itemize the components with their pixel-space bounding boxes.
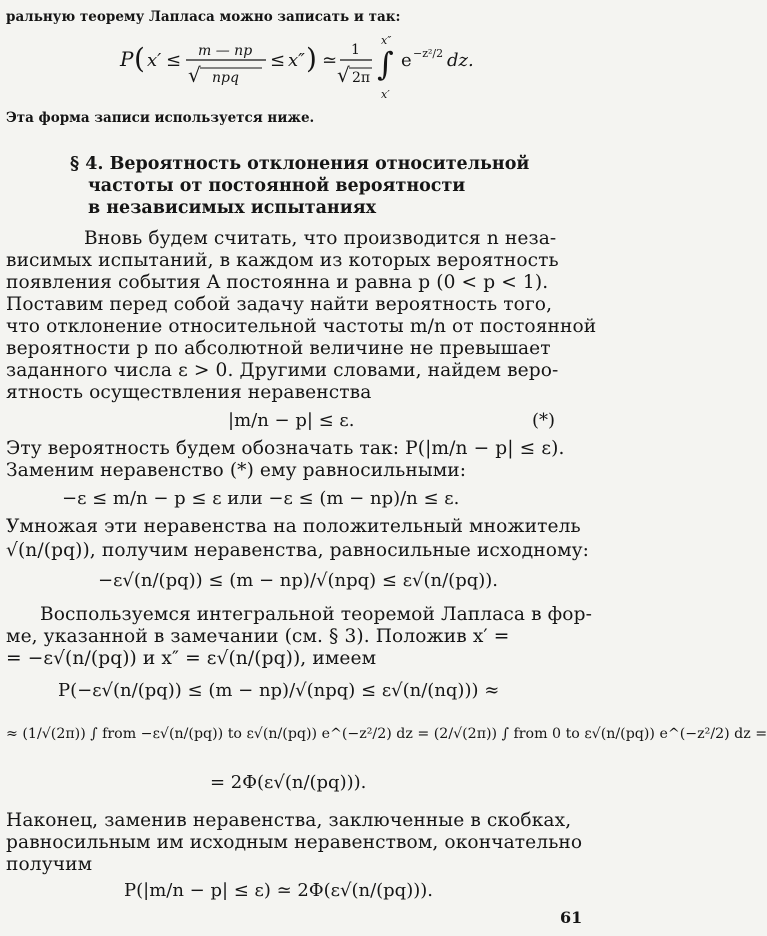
section-title-3: в независимых испытаниях — [88, 198, 377, 218]
svg-text:x′: x′ — [147, 50, 162, 71]
svg-text:m — np: m — np — [198, 43, 253, 59]
equation-star: |m/n − p| ≤ ε. — [228, 410, 355, 431]
svg-text:≤: ≤ — [270, 50, 286, 71]
svg-text:): ) — [306, 42, 317, 75]
para1-line2: висимых испытаний, в каждом из которых вероятность — [6, 250, 559, 271]
svg-text:≤: ≤ — [166, 50, 182, 71]
para2-line1: Эту вероятность будем обозначать так: P(|m/n − p| ≤ ε). — [6, 438, 565, 459]
svg-text:x″: x″ — [381, 34, 392, 47]
para1-line1: Вновь будем считать, что производится n неза- — [84, 228, 557, 249]
equation-four-line1: P(−ε√(n/(pq)) ≤ (m − np)/√(npq) ≤ ε√(n/(nq))) ≈ — [58, 680, 500, 701]
svg-text:√: √ — [337, 63, 350, 87]
svg-text:(: ( — [134, 42, 145, 75]
section-title-1: § 4. Вероятность отклонения относительной — [70, 154, 530, 174]
para3-line1: Умножая эти неравенства на положительный множитель — [6, 516, 581, 537]
svg-text:2π: 2π — [352, 70, 371, 86]
para1-line5: что отклонение относительной частоты m/n от постоянной — [6, 316, 597, 337]
para1-line7: заданного числа ε > 0. Другими словами, найдем веро- — [6, 360, 559, 381]
svg-text:≃: ≃ — [322, 50, 338, 71]
equation-four-line3: = 2Φ(ε√(n/(pq))). — [210, 772, 367, 793]
section-title-2: частоты от постоянной вероятности — [88, 176, 466, 196]
svg-text:1: 1 — [351, 42, 360, 58]
svg-text:dz.: dz. — [447, 50, 474, 71]
para5-line3: получим — [6, 854, 93, 875]
equation-two: −ε ≤ m/n − p ≤ ε или −ε ≤ (m − np)/n ≤ ε. — [62, 488, 460, 509]
intro-line: ральную теорему Лапласа можно записать и так: — [6, 9, 401, 25]
para3-line2: √(n/(pq)), получим неравенства, равносильные исходному: — [6, 540, 590, 561]
svg-text:∫: ∫ — [377, 45, 394, 83]
svg-text:√: √ — [188, 63, 201, 87]
page-number: 61 — [560, 908, 583, 927]
svg-text:x′: x′ — [381, 88, 390, 101]
para5-line1: Наконец, заменив неравенства, заключенные в скобках, — [6, 810, 572, 831]
svg-text:e: e — [401, 50, 412, 71]
para1-line6: вероятности p по абсолютной величине не превышает — [6, 338, 551, 359]
equation-star-tag: (*) — [532, 410, 556, 431]
para5-line2: равносильным им исходным неравенством, окончательно — [6, 832, 583, 853]
equation-three: −ε√(n/(pq)) ≤ (m − np)/√(npq) ≤ ε√(n/(pq)). — [98, 570, 498, 591]
para1-line4: Поставим перед собой задачу найти вероятность того, — [6, 294, 553, 315]
svg-text:−z²/2: −z²/2 — [413, 47, 444, 60]
note-line: Эта форма записи используется ниже. — [6, 110, 315, 126]
para4-line2: ме, указанной в замечании (см. § 3). Положив x′ = — [6, 626, 510, 647]
svg-text:npq: npq — [212, 70, 239, 86]
para1-line3: появления события A постоянна и равна p (0 < p < 1). — [6, 272, 549, 293]
para4-line1: Воспользуемся интегральной теоремой Лапласа в фор- — [40, 604, 592, 625]
equation-four-line2: ≈ (1/√(2π)) ∫ from −ε√(n/(pq)) to ε√(n/(pq)) e^(−z²/2) dz = (2/√(2π)) ∫ from 0 to ε√(n/(pq)) e^(−z²/2) dz = — [6, 726, 767, 742]
para1-line8: ятность осуществления неравенства — [6, 382, 372, 403]
svg-text:x″: x″ — [288, 50, 305, 71]
final-equation: P(|m/n − p| ≤ ε) ≃ 2Φ(ε√(n/(pq))). — [124, 880, 433, 901]
para4-line3: = −ε√(n/(pq)) и x″ = ε√(n/(pq)), имеем — [6, 648, 377, 669]
para2-line2: Заменим неравенство (*) ему равносильными: — [6, 460, 467, 481]
top-formula — [119, 34, 474, 101]
svg-text:P: P — [120, 47, 134, 71]
